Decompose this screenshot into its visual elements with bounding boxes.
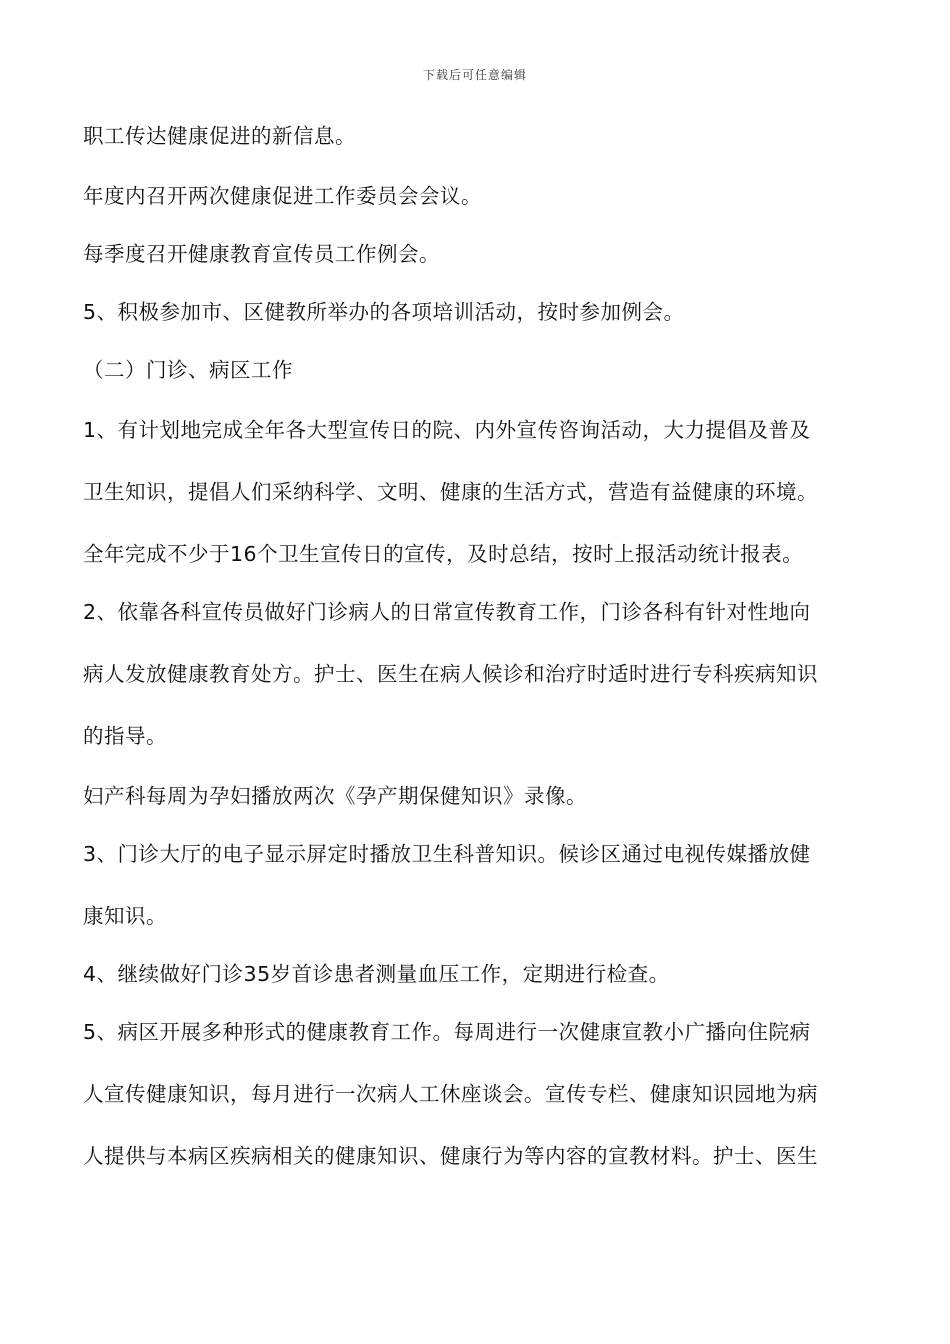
paragraph-line: 2、依靠各科宣传员做好门诊病人的日常宣传教育工作，门诊各科有针对性地向	[83, 600, 811, 624]
paragraph-line: 5、病区开展多种形式的健康教育工作。每周进行一次健康宣教小广播向住院病	[83, 1020, 811, 1044]
paragraph-line: 康知识。	[83, 904, 167, 928]
paragraph-line: 每季度召开健康教育宣传员工作例会。	[83, 242, 440, 266]
paragraph-line: 5、积极参加市、区健教所举办的各项培训活动，按时参加例会。	[83, 300, 685, 324]
paragraph-line: 全年完成不少于16个卫生宣传日的宣传，及时总结，按时上报活动统计报表。	[83, 542, 804, 566]
paragraph-line: 1、有计划地完成全年各大型宣传日的院、内外宣传咨询活动，大力提倡及普及	[83, 418, 811, 442]
paragraph-line: 4、继续做好门诊35岁首诊患者测量血压工作，定期进行检查。	[83, 962, 670, 986]
paragraph-line: 妇产科每周为孕妇播放两次《孕产期保健知识》录像。	[83, 784, 587, 808]
paragraph-line: 的指导。	[83, 724, 167, 748]
paragraph-line: 3、门诊大厅的电子显示屏定时播放卫生科普知识。候诊区通过电视传媒播放健	[83, 842, 811, 866]
paragraph-line: 病人发放健康教育处方。护士、医生在病人候诊和治疗时适时进行专科疾病知识	[83, 662, 818, 686]
section-heading: （二）门诊、病区工作	[83, 358, 293, 382]
paragraph-line: 职工传达健康促进的新信息。	[83, 124, 356, 148]
page-header: 下载后可任意编辑	[422, 68, 527, 82]
paragraph-line: 年度内召开两次健康促进工作委员会会议。	[83, 184, 482, 208]
paragraph-line: 卫生知识，提倡人们采纳科学、文明、健康的生活方式，营造有益健康的环境。	[83, 480, 818, 504]
paragraph-line: 人宣传健康知识，每月进行一次病人工休座谈会。宣传专栏、健康知识园地为病	[83, 1082, 818, 1106]
paragraph-line: 人提供与本病区疾病相关的健康知识、健康行为等内容的宣教材料。护士、医生	[83, 1144, 818, 1168]
